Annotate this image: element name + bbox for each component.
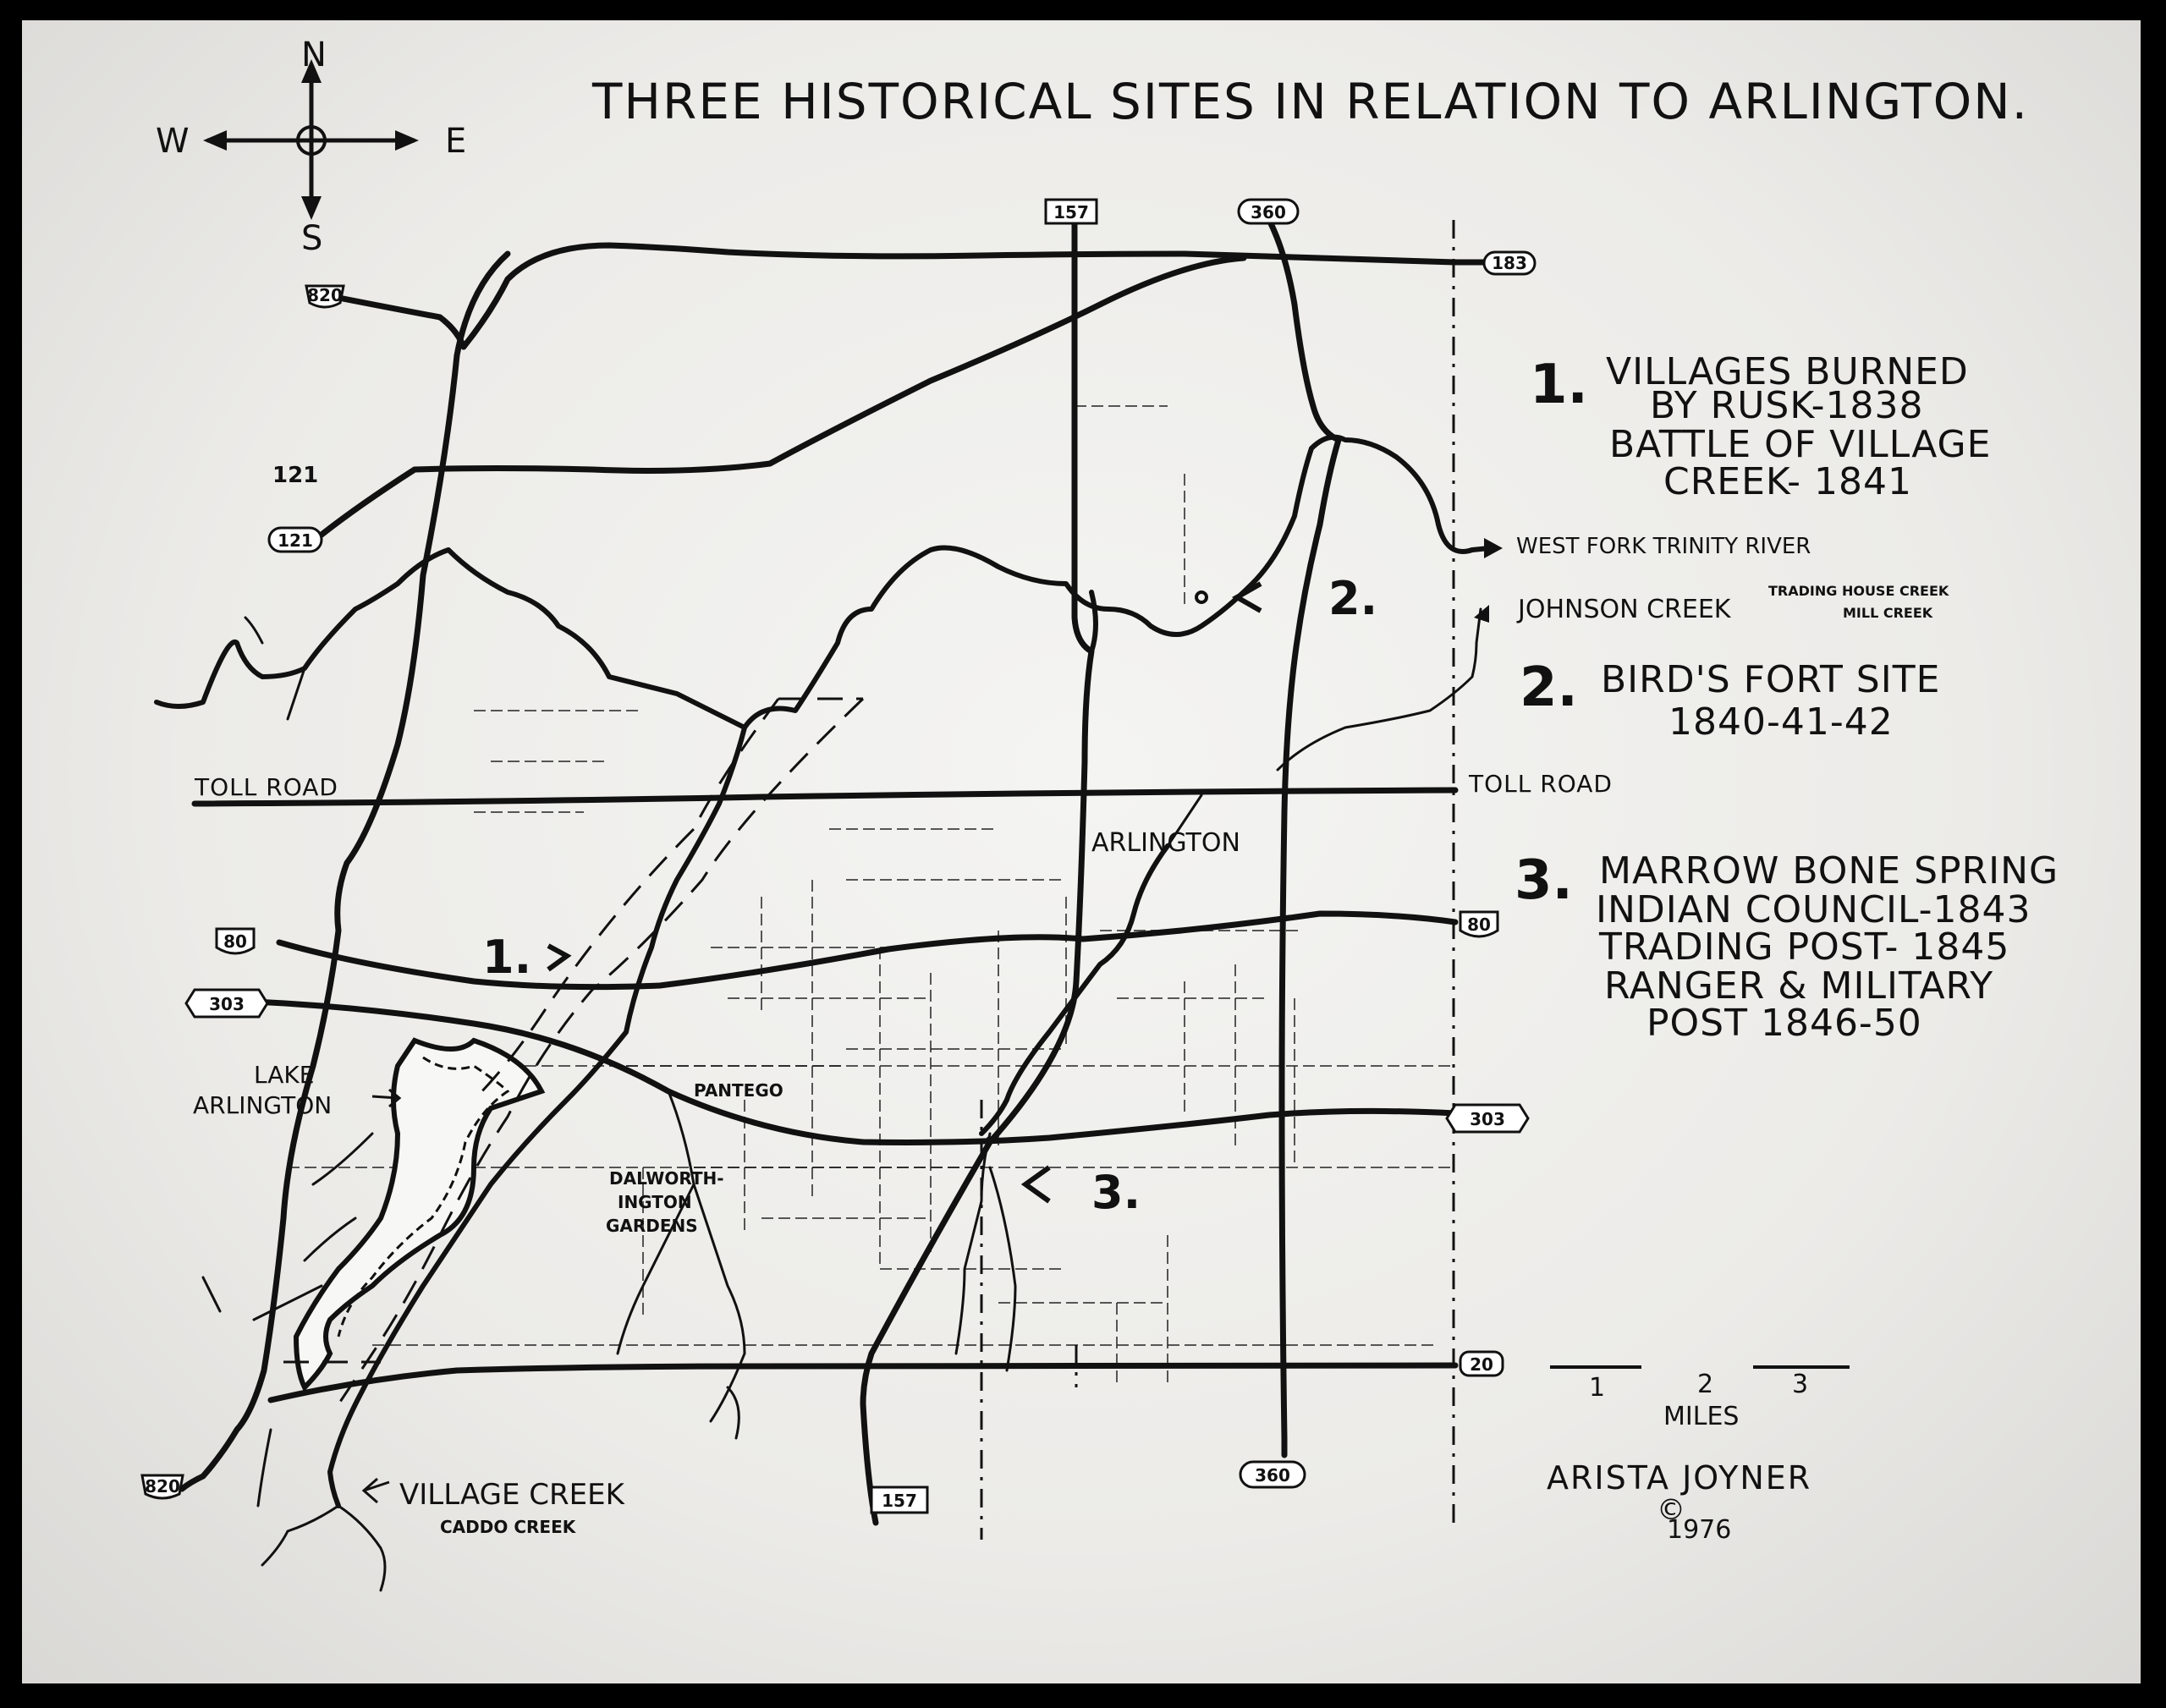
label-toll-road-right: TOLL ROAD — [1469, 770, 1613, 798]
legend-2-number: 2. — [1520, 656, 1578, 719]
author-credit — [1547, 1459, 1811, 1545]
legend-1-line-1: VILLAGES BURNED — [1606, 350, 1969, 393]
shield-183: 183 — [1492, 253, 1527, 273]
legend-1-number: 1. — [1530, 354, 1588, 416]
shield-157-bottom: 157 — [882, 1491, 917, 1511]
label-dalworth-1: DALWORTH- — [609, 1168, 724, 1189]
label-village-creek: VILLAGE CREEK — [399, 1478, 624, 1512]
compass-east: E — [445, 122, 467, 161]
author-name: ARISTA JOYNER — [1547, 1459, 1812, 1497]
label-dalworth-3: GARDENS — [606, 1216, 698, 1236]
shield-303-right: 303 — [1470, 1109, 1505, 1129]
shield-157-top: 157 — [1053, 202, 1089, 222]
highways-network — [182, 220, 1498, 1523]
map-title: THREE HISTORICAL SITES IN RELATION TO ARLINGTON. — [592, 73, 2030, 130]
legend-1-line-3: BATTLE OF VILLAGE — [1609, 423, 1992, 466]
label-caddo-creek: CADDO CREEK — [440, 1517, 576, 1537]
legend-1-line-4: CREEK- 1841 — [1663, 460, 1912, 503]
shield-80-right: 80 — [1467, 914, 1491, 935]
scale-tick-2: 2 — [1697, 1370, 1714, 1399]
label-west-fork: WEST FORK TRINITY RIVER — [1516, 534, 1811, 559]
legend-3-line-2: INDIAN COUNCIL-1843 — [1596, 888, 2031, 931]
scale-tick-1: 1 — [1589, 1373, 1606, 1403]
legend-3-line-1: MARROW BONE SPRING — [1599, 849, 2059, 892]
site-2-marker: 2. — [1328, 572, 1378, 625]
legend — [1515, 350, 2059, 1045]
shield-121-lower: 121 — [278, 530, 313, 551]
legend-3-line-5: POST 1846-50 — [1646, 1002, 1922, 1045]
shield-80-left: 80 — [223, 931, 247, 952]
site-1-marker: 1. — [482, 931, 532, 984]
compass-south: S — [301, 219, 323, 258]
label-pantego: PANTEGO — [694, 1080, 783, 1101]
label-arlington: ARLINGTON — [1091, 828, 1240, 858]
legend-3-number: 3. — [1515, 849, 1573, 912]
lake-arlington — [296, 1041, 542, 1387]
shield-360-top: 360 — [1251, 202, 1286, 222]
shield-360-bottom: 360 — [1255, 1465, 1290, 1486]
label-dalworth-2: INGTON — [618, 1192, 692, 1212]
author-year: 1976 — [1667, 1515, 1732, 1545]
label-lake-line-2: ARLINGTON — [193, 1091, 333, 1119]
site-3-marker: 3. — [1091, 1166, 1141, 1219]
shield-303-left: 303 — [209, 994, 245, 1014]
compass-rose — [156, 36, 466, 258]
legend-3-line-4: RANGER & MILITARY — [1604, 964, 1994, 1008]
scale-tick-3: 3 — [1792, 1370, 1809, 1399]
compass-west: W — [156, 122, 190, 161]
label-lake-line-1: LAKE — [254, 1061, 315, 1089]
shield-820-bottom: 820 — [145, 1476, 180, 1497]
label-mill-creek: MILL CREEK — [1843, 605, 1933, 621]
copyright-symbol: © — [1657, 1493, 1685, 1527]
shield-121-upper: 121 — [272, 463, 319, 488]
compass-north: N — [301, 36, 327, 74]
label-johnson-creek: JOHNSON CREEK — [1518, 595, 1731, 624]
label-trading-house-creek: TRADING HOUSE CREEK — [1768, 583, 1949, 599]
shield-20: 20 — [1470, 1354, 1493, 1375]
label-toll-road-left: TOLL ROAD — [195, 773, 338, 801]
west-fork-trinity-river — [448, 437, 1472, 728]
scale-unit: MILES — [1663, 1402, 1740, 1431]
site-markers — [482, 572, 1377, 1219]
legend-1-line-2: BY RUSK-1838 — [1650, 384, 1924, 427]
legend-3-line-3: TRADING POST- 1845 — [1599, 925, 2010, 969]
legend-2-line-2: 1840-41-42 — [1668, 700, 1894, 744]
scale-bar — [1550, 1367, 1850, 1431]
shield-820-top: 820 — [307, 285, 343, 305]
legend-2-line-1: BIRD'S FORT SITE — [1601, 658, 1941, 701]
